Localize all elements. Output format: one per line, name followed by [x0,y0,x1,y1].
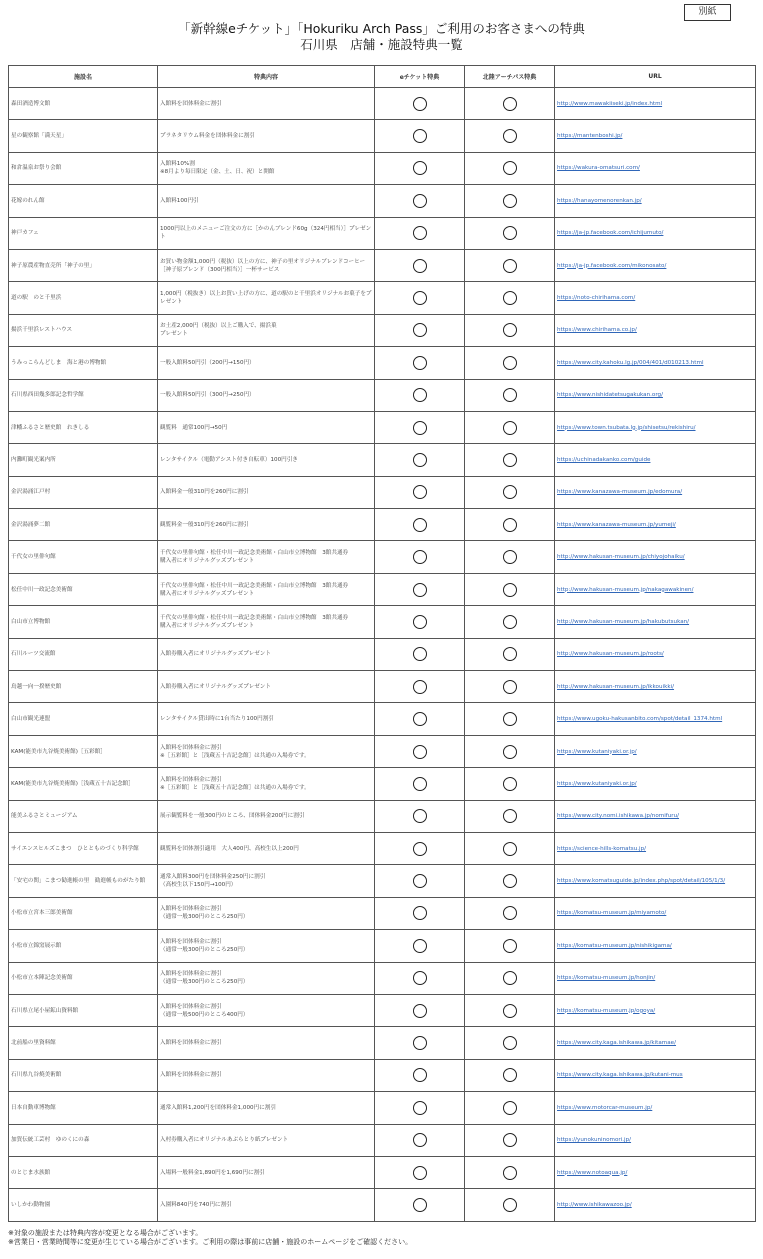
facility-url-link[interactable]: https://www.city.nomi.ishikawa.jp/nomifuru/ [555,800,756,832]
benefit-content: 1000円以上のメニューご注文の方に［かのんブレンド60g（324円相当）］プレゼント [158,217,375,249]
arch-pass-mark-cell [465,1156,555,1188]
e-ticket-mark-cell [375,411,465,443]
e-ticket-mark-cell [375,1156,465,1188]
circle-mark-icon [413,1198,427,1212]
circle-mark-icon [413,842,427,856]
circle-mark-icon [413,194,427,208]
benefit-content: 入館料100円引 [158,185,375,217]
benefit-content: レンタサイクル貸出時に1台当たり100円割引 [158,703,375,735]
benefit-content: 観覧料 通常100円→50円 [158,411,375,443]
header-arch-pass: 北陸アーチパス特典 [465,66,555,88]
facility-name: 小松市立錦窯展示館 [9,930,158,962]
table-row [9,703,756,735]
benefit-content: プラネタリウム料金を団体料金に割引 [158,120,375,152]
circle-mark-icon [503,680,517,694]
e-ticket-mark-cell [375,606,465,638]
circle-mark-icon [503,356,517,370]
arch-pass-mark-cell [465,1059,555,1091]
benefit-content: 通常入館料300円を団体料金250円に割引 （高校生以下150円→100円） [158,865,375,897]
circle-mark-icon [503,777,517,791]
facility-name: 小松市立宮本三郎美術館 [9,897,158,929]
facility-url-link[interactable]: https://www.kutaniyaki.or.jp/ [555,735,756,767]
e-ticket-mark-cell [375,444,465,476]
circle-mark-icon [503,485,517,499]
facility-name: のとじま水族館 [9,1156,158,1188]
header-e-ticket: eチケット特典 [375,66,465,88]
facility-name: KAM(能美市九谷焼美術館)［浅蔵五十吉記念館］ [9,768,158,800]
facility-name: 神戸カフェ [9,217,158,249]
header-facility-name: 施設名 [9,66,158,88]
table-row [9,671,756,703]
table-row [9,1059,756,1091]
circle-mark-icon [503,1004,517,1018]
circle-mark-icon [503,194,517,208]
circle-mark-icon [413,809,427,823]
arch-pass-mark-cell [465,606,555,638]
table-row [9,735,756,767]
annex-badge: 別紙 [684,4,731,21]
table-row [9,88,756,120]
e-ticket-mark-cell [375,800,465,832]
circle-mark-icon [413,518,427,532]
arch-pass-mark-cell [465,541,555,573]
e-ticket-mark-cell [375,185,465,217]
circle-mark-icon [413,1101,427,1115]
arch-pass-mark-cell [465,930,555,962]
circle-mark-icon [413,712,427,726]
circle-mark-icon [413,680,427,694]
benefit-content: 入館料を団体料金に割引 （通常一般300円のところ250円） [158,897,375,929]
facility-name: 北前船の里資料館 [9,1027,158,1059]
e-ticket-mark-cell [375,671,465,703]
e-ticket-mark-cell [375,476,465,508]
circle-mark-icon [503,388,517,402]
arch-pass-mark-cell [465,832,555,864]
facility-name: 小松市立本陣記念美術館 [9,962,158,994]
facility-url-link[interactable]: https://komatsu-museum.jp/nishikigama/ [555,930,756,962]
e-ticket-mark-cell [375,509,465,541]
arch-pass-mark-cell [465,768,555,800]
circle-mark-icon [503,712,517,726]
table-row [9,930,756,962]
table-body [9,88,756,1222]
facility-url-link[interactable]: https://www.kanazawa-museum.jp/edomura/ [555,476,756,508]
benefit-content: 入村券購入者にオリジナルあぶらとり紙プレゼント [158,1124,375,1156]
circle-mark-icon [413,1036,427,1050]
facility-name: いしかわ動物園 [9,1189,158,1221]
circle-mark-icon [413,356,427,370]
circle-mark-icon [413,291,427,305]
circle-mark-icon [503,874,517,888]
facility-url-link[interactable]: http://www.hakusan-museum.jp/ikkouikki/ [555,671,756,703]
page-subtitle: 石川県 店舗・施設特典一覧 [300,37,463,52]
arch-pass-mark-cell [465,1124,555,1156]
circle-mark-icon [503,129,517,143]
benefit-content: 入館券購入者にオリジナルグッズプレゼント [158,638,375,670]
benefit-content: 観覧料を団体割引適用 大人400円、高校生以上200円 [158,832,375,864]
circle-mark-icon [503,550,517,564]
circle-mark-icon [413,1068,427,1082]
e-ticket-mark-cell [375,638,465,670]
e-ticket-mark-cell [375,897,465,929]
facility-name: 白山市観光連盟 [9,703,158,735]
table-row [9,249,756,281]
benefit-content: 入館料10%割 ※8月より毎日限定（金、土、日、祝）と開館 [158,152,375,184]
facility-url-link[interactable]: https://www.kutaniyaki.or.jp/ [555,768,756,800]
facility-name: 石川県西田幾多郎記念哲学館 [9,379,158,411]
benefit-content: 1,000円（税抜き）以上お買い上げの方に、道の駅のと千里浜オリジナルお菓子をプレゼント [158,282,375,314]
e-ticket-mark-cell [375,152,465,184]
facility-url-link[interactable]: https://www.notoaqua.jp/ [555,1156,756,1188]
circle-mark-icon [413,745,427,759]
facility-url-link[interactable]: https://www.city.kaga.ishikawa.jp/kitamae/ [555,1027,756,1059]
facility-name: 白山市立博物館 [9,606,158,638]
arch-pass-mark-cell [465,573,555,605]
e-ticket-mark-cell [375,249,465,281]
circle-mark-icon [413,777,427,791]
benefits-table [8,65,756,1222]
page-title: 「新幹線eチケット」「Hokuriku Arch Pass」ご利用のお客さまへの特典 [178,21,585,36]
table-row [9,768,756,800]
circle-mark-icon [503,323,517,337]
circle-mark-icon [503,1101,517,1115]
circle-mark-icon [413,421,427,435]
e-ticket-mark-cell [375,88,465,120]
facility-url-link[interactable]: https://noto-chirihama.com/ [555,282,756,314]
arch-pass-mark-cell [465,671,555,703]
table-row [9,573,756,605]
table-row [9,1092,756,1124]
circle-mark-icon [503,809,517,823]
circle-mark-icon [503,259,517,273]
facility-url-link[interactable]: https://komatsu-museum.jp/honjin/ [555,962,756,994]
facility-url-link[interactable]: https://science-hills-komatsu.jp/ [555,832,756,864]
circle-mark-icon [413,1133,427,1147]
benefit-content: 入館料を団体料金に割引 [158,1059,375,1091]
e-ticket-mark-cell [375,930,465,962]
e-ticket-mark-cell [375,832,465,864]
benefit-content: 入園料840円を740円に割引 [158,1189,375,1221]
circle-mark-icon [503,161,517,175]
footnote-change: ※対象の施設または特典内容が変更となる場合がございます。 [8,1229,203,1237]
benefit-content: 入館券購入者にオリジナルグッズプレゼント [158,671,375,703]
benefit-content: 入館料を団体料金に割引 ※［五彩館］と［浅蔵五十吉記念館］は共通の入場券です。 [158,735,375,767]
table-row [9,638,756,670]
arch-pass-mark-cell [465,1092,555,1124]
footnote-hours: ※営業日・営業時間等に変更が生じている場合がございます。ご利用の際は事前に店舗・施設のホームページをご確認ください。 [8,1238,413,1246]
table-row [9,347,756,379]
circle-mark-icon [413,129,427,143]
arch-pass-mark-cell [465,379,555,411]
circle-mark-icon [413,323,427,337]
circle-mark-icon [503,842,517,856]
facility-name: 揚浜千里浜レストハウス [9,314,158,346]
facility-url-link[interactable]: https://komatsu-museum.jp/ogoya/ [555,994,756,1026]
facility-url-link[interactable]: https://yunokuninomori.jp/ [555,1124,756,1156]
facility-name: 花嫁のれん館 [9,185,158,217]
facility-url-link[interactable]: http://www.mawakiiseki.jp/index.html [555,88,756,120]
arch-pass-mark-cell [465,347,555,379]
facility-name: 松任中川一政記念美術館 [9,573,158,605]
facility-name: 道の駅 のと千里浜 [9,282,158,314]
benefit-content: 一般入館料50円引（300円→250円） [158,379,375,411]
e-ticket-mark-cell [375,1092,465,1124]
arch-pass-mark-cell [465,638,555,670]
benefit-content: 入館料を団体料金に割引 （通常一般300円のところ250円） [158,962,375,994]
facility-name: サイエンスヒルズこまつ ひととものづくり科学館 [9,832,158,864]
facility-name: 森田酒造博文館 [9,88,158,120]
arch-pass-mark-cell [465,249,555,281]
arch-pass-mark-cell [465,476,555,508]
circle-mark-icon [413,453,427,467]
benefit-content: 千代女の里俳句館・松任中川一政記念美術館・白山市立博物館 3館共通券 購入者にオリジナルグッズプレゼント [158,541,375,573]
facility-name: 石川県立尾小屋鉱山資料館 [9,994,158,1026]
benefit-content: 通常入館料1,200円を団体料金1,000円に割引 [158,1092,375,1124]
circle-mark-icon [413,939,427,953]
arch-pass-mark-cell [465,185,555,217]
facility-name: 和倉温泉お祭り会館 [9,152,158,184]
table-row [9,509,756,541]
facility-url-link[interactable]: https://www.ugoku-hakusanbito.com/spot/detail_1374.html [555,703,756,735]
table-row [9,444,756,476]
facility-url-link[interactable]: https://ja-jp.facebook.com/ichijumuto/ [555,217,756,249]
table-row [9,217,756,249]
benefit-content: 一般入館料50円引（200円→150円） [158,347,375,379]
table-row [9,185,756,217]
table-row [9,897,756,929]
facility-url-link[interactable]: https://ja-jp.facebook.com/mikonosato/ [555,249,756,281]
circle-mark-icon [503,1133,517,1147]
circle-mark-icon [413,647,427,661]
facility-name: 金沢湯涌江戸村 [9,476,158,508]
circle-mark-icon [413,226,427,240]
arch-pass-mark-cell [465,735,555,767]
circle-mark-icon [503,1068,517,1082]
header-benefit: 特典内容 [158,66,375,88]
circle-mark-icon [503,1166,517,1180]
table-row [9,962,756,994]
circle-mark-icon [413,97,427,111]
facility-name: 金沢湯涌夢二館 [9,509,158,541]
facility-url-link[interactable]: https://mantenboshi.jp/ [555,120,756,152]
circle-mark-icon [503,453,517,467]
arch-pass-mark-cell [465,411,555,443]
facility-url-link[interactable]: https://uchinadakanko.com/guide [555,444,756,476]
circle-mark-icon [503,1198,517,1212]
circle-mark-icon [413,1166,427,1180]
benefit-content: 入館料金一般310円を260円に割引 [158,476,375,508]
e-ticket-mark-cell [375,1124,465,1156]
circle-mark-icon [503,291,517,305]
table-row [9,1156,756,1188]
table-row [9,476,756,508]
circle-mark-icon [413,874,427,888]
circle-mark-icon [413,259,427,273]
facility-url-link[interactable]: https://www.motorcar-museum.jp/ [555,1092,756,1124]
circle-mark-icon [503,906,517,920]
benefit-content: 入館料を団体料金に割引 [158,1027,375,1059]
facility-name: 内灘町観光案内所 [9,444,158,476]
circle-mark-icon [413,615,427,629]
circle-mark-icon [503,518,517,532]
facility-url-link[interactable]: https://wakura-omatsuri.com/ [555,152,756,184]
table-row [9,800,756,832]
benefit-content: 入館料を団体料金に割引 [158,88,375,120]
circle-mark-icon [503,615,517,629]
facility-url-link[interactable]: https://www.chirihama.co.jp/ [555,314,756,346]
table-row [9,120,756,152]
benefit-content: 入館料を団体料金に割引 （通常一般500円のところ400円） [158,994,375,1026]
e-ticket-mark-cell [375,1059,465,1091]
facility-url-link[interactable]: http://www.hakusan-museum.jp/roots/ [555,638,756,670]
circle-mark-icon [413,485,427,499]
e-ticket-mark-cell [375,541,465,573]
benefit-content: 入場料一般料金1,890円を1,690円に割引 [158,1156,375,1188]
facility-url-link[interactable]: https://www.city.kaga.ishikawa.jp/kutani-mus [555,1059,756,1091]
e-ticket-mark-cell [375,1189,465,1221]
e-ticket-mark-cell [375,994,465,1026]
benefit-content: 入館料を団体料金に割引 （通常一般300円のところ250円） [158,930,375,962]
facility-name: 星の観察館「満天星」 [9,120,158,152]
facility-url-link[interactable]: https://www.komatsuguide.jp/index.php/spot/detail/105/1/3/ [555,865,756,897]
table-row [9,379,756,411]
benefit-content: 入館料を団体料金に割引 ※［五彩館］と［浅蔵五十吉記念館］は共通の入場券です。 [158,768,375,800]
table-row [9,832,756,864]
circle-mark-icon [413,550,427,564]
header-url: URL [555,66,756,88]
arch-pass-mark-cell [465,703,555,735]
facility-url-link[interactable]: https://www.town.tsubata.lg.jp/shisetsu/rekishiru/ [555,411,756,443]
arch-pass-mark-cell [465,865,555,897]
facility-url-link[interactable]: http://www.hakusan-museum.jp/chiyojohaiku/ [555,541,756,573]
facility-url-link[interactable]: https://hanayomenorenkan.jp/ [555,185,756,217]
arch-pass-mark-cell [465,800,555,832]
arch-pass-mark-cell [465,88,555,120]
benefit-content: 観覧料金一般310円を260円に割引 [158,509,375,541]
table-row [9,994,756,1026]
facility-name: 神子原農産物直売所「神子の里」 [9,249,158,281]
facility-name: KAM(能美市九谷焼美術館)［五彩館］ [9,735,158,767]
arch-pass-mark-cell [465,509,555,541]
arch-pass-mark-cell [465,994,555,1026]
circle-mark-icon [503,939,517,953]
facility-name: 千代女の里俳句館 [9,541,158,573]
table-row [9,152,756,184]
arch-pass-mark-cell [465,897,555,929]
arch-pass-mark-cell [465,152,555,184]
table-row [9,1027,756,1059]
facility-name: 津幡ふるさと歴史館 れきしる [9,411,158,443]
circle-mark-icon [413,971,427,985]
facility-name: うみっこらんどしま 海と港の博物館 [9,347,158,379]
arch-pass-mark-cell [465,282,555,314]
e-ticket-mark-cell [375,735,465,767]
table-row [9,865,756,897]
table-row [9,282,756,314]
arch-pass-mark-cell [465,962,555,994]
benefit-content: レンタサイクル（電動アシスト付き自転車）100円引き [158,444,375,476]
table-row [9,411,756,443]
e-ticket-mark-cell [375,379,465,411]
facility-name: 石川ルーツ交流館 [9,638,158,670]
arch-pass-mark-cell [465,1189,555,1221]
e-ticket-mark-cell [375,1027,465,1059]
table-row [9,541,756,573]
e-ticket-mark-cell [375,703,465,735]
circle-mark-icon [413,1004,427,1018]
circle-mark-icon [413,161,427,175]
table-header-row [9,66,756,88]
e-ticket-mark-cell [375,962,465,994]
arch-pass-mark-cell [465,314,555,346]
circle-mark-icon [413,583,427,597]
e-ticket-mark-cell [375,573,465,605]
table-row [9,1124,756,1156]
facility-name: 加賀伝統工芸村 ゆのくにの森 [9,1124,158,1156]
arch-pass-mark-cell [465,1027,555,1059]
arch-pass-mark-cell [465,444,555,476]
arch-pass-mark-cell [465,217,555,249]
circle-mark-icon [413,906,427,920]
circle-mark-icon [503,97,517,111]
arch-pass-mark-cell [465,120,555,152]
benefit-content: 千代女の里俳句館・松任中川一政記念美術館・白山市立博物館 3館共通券 購入者にオリジナルグッズプレゼント [158,573,375,605]
facility-url-link[interactable]: http://www.hakusan-museum.jp/nakagawakinen/ [555,573,756,605]
benefit-content: 展示観覧料を一般300円のところ、団体料金200円に割引 [158,800,375,832]
e-ticket-mark-cell [375,768,465,800]
circle-mark-icon [503,1036,517,1050]
circle-mark-icon [503,226,517,240]
e-ticket-mark-cell [375,314,465,346]
facility-name: 能美ふるさとミュージアム [9,800,158,832]
table-row [9,606,756,638]
facility-url-link[interactable]: https://www.city.kahoku.lg.jp/004/401/d010213.html [555,347,756,379]
circle-mark-icon [503,583,517,597]
e-ticket-mark-cell [375,120,465,152]
facility-name: 日本自動車博物館 [9,1092,158,1124]
circle-mark-icon [503,971,517,985]
facility-url-link[interactable]: http://www.hakusan-museum.jp/hakubutsukan/ [555,606,756,638]
circle-mark-icon [413,388,427,402]
footnotes [8,1229,755,1247]
circle-mark-icon [503,647,517,661]
e-ticket-mark-cell [375,217,465,249]
benefit-content: お土産2,000円（税抜）以上ご購入で、揚浜菓 プレゼント [158,314,375,346]
table-row [9,314,756,346]
circle-mark-icon [503,745,517,759]
table-row [9,1189,756,1221]
facility-name: 石川県九谷焼美術館 [9,1059,158,1091]
e-ticket-mark-cell [375,282,465,314]
facility-url-link[interactable]: https://komatsu-museum.jp/miyamoto/ [555,897,756,929]
facility-url-link[interactable]: https://www.nishidatetsugakukan.org/ [555,379,756,411]
facility-name: 鳥越一向一揆歴史館 [9,671,158,703]
facility-url-link[interactable]: https://www.kanazawa-museum.jp/yumeji/ [555,509,756,541]
e-ticket-mark-cell [375,347,465,379]
benefit-content: 千代女の里俳句館・松任中川一政記念美術館・白山市立博物館 3館共通券 購入者にオリジナルグッズプレゼント [158,606,375,638]
circle-mark-icon [503,421,517,435]
facility-url-link[interactable]: http://www.ishikawazoo.jp/ [555,1189,756,1221]
facility-name: 「安宅の関」こまつ勧進帳の里 勧進帳ものがたり館 [9,865,158,897]
benefit-content: お買い物金額1,000円（税抜）以上の方に、神子の里オリジナルブレンドコーヒー［神子原ブレンド（300円相当）］一杯サービス [158,249,375,281]
e-ticket-mark-cell [375,865,465,897]
